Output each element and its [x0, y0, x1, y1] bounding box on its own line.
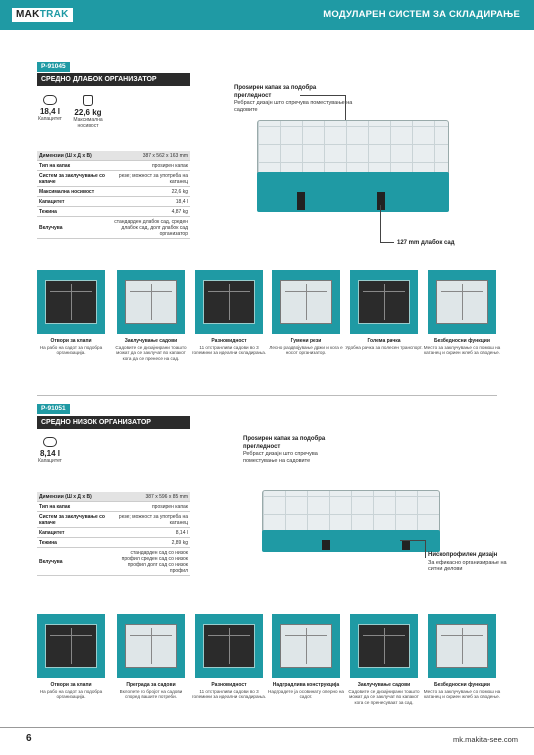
spec-row — [37, 207, 190, 217]
spec-row — [37, 161, 190, 171]
feature-title: Заклучување садови — [124, 338, 178, 344]
spec-value: стандарден сад со низок профил среден сад со низок профил долг сад со низок профил — [109, 548, 190, 576]
spec-key: Вклучува — [37, 548, 109, 576]
callout-title: Проѕирен капак за подобра прегледност — [234, 85, 317, 99]
capacity-icon — [43, 437, 57, 447]
product-code: P-91045 — [37, 62, 70, 72]
spec-value: стандарден длабок сад, среден длабок сад, долг длабок сад организатор — [109, 217, 190, 239]
spec-value: 4,87 kg — [109, 207, 190, 217]
feature-photo — [37, 614, 105, 678]
feature-photo — [117, 614, 185, 678]
spec-row — [37, 187, 190, 197]
feature-text: Удобна рачка за полесен транспорт. — [345, 344, 423, 350]
feature-photo — [428, 270, 496, 334]
spec-row — [37, 548, 190, 576]
callout-title: Проѕирен капак за подобра прегледност — [243, 436, 326, 450]
page-number: 6 — [26, 733, 32, 744]
feature-title: Отвори за клапи — [50, 682, 92, 688]
feature-caption — [190, 682, 268, 700]
feature-text: На рабо на садот за подобра организација. — [39, 688, 103, 700]
tray-compartments — [358, 280, 410, 324]
feature-text: Садовите се дизајнирани тоашто можат да се заклучат во капакот кога да се пренесе на сад. — [115, 344, 187, 362]
spec-value: 22,6 kg — [109, 187, 190, 197]
spec-key: Вклучува — [37, 217, 109, 239]
feature-caption — [267, 682, 345, 700]
capacity-value: 18,4 l — [39, 107, 60, 116]
lowprofile-callout — [428, 552, 508, 573]
spec-key: Капацитет — [37, 528, 109, 538]
latch — [322, 540, 330, 550]
spec-value: резе; можност за употреба на катанец — [109, 512, 190, 528]
tray-compartments — [436, 624, 488, 668]
feature-text: 11 отстранливи садови во 3 големини за идеални складирања. — [191, 688, 267, 700]
product-title: СРЕДНО НИЗОК ОРГАНИЗАТОР — [37, 416, 190, 429]
spec-row — [37, 197, 190, 207]
feature-text: Место за заклучување со помош на катанец и скриен жлеб за сводење. — [423, 688, 501, 700]
feature-text: Вклопете го бројот на садови според вашите потреби. — [119, 688, 183, 700]
feature-title: Голема рачка — [367, 338, 401, 344]
weight-icon — [83, 95, 93, 106]
logo-text-a: MAK — [16, 9, 40, 20]
feature-text: 11 отстранливи садови во 3 големини за идеални складирања. — [191, 344, 267, 356]
tray-compartments — [125, 280, 177, 324]
spec-key: Тип на капак — [37, 502, 109, 512]
spec-value: 2,89 kg — [109, 538, 190, 548]
feature-title: Разновидност — [211, 338, 247, 344]
tray-compartments — [280, 280, 332, 324]
spec-key: Димензии (Ш x Д x В) — [37, 151, 109, 161]
load-stat — [70, 95, 106, 129]
spec-key: Систем за заклучување со капаче — [37, 171, 109, 187]
spec-row — [37, 502, 190, 512]
feature-title: Отвори за клапи — [50, 338, 92, 344]
feature-photo — [350, 270, 418, 334]
product-title: СРЕДНО ДЛАБОК ОРГАНИЗАТОР — [37, 73, 190, 86]
spec-key: Тежина — [37, 538, 109, 548]
feature-caption — [423, 682, 501, 700]
tray-compartments — [436, 280, 488, 324]
callout-title: Нископрофилен дизајн — [428, 552, 498, 558]
spec-row — [37, 151, 190, 161]
spec-row — [37, 217, 190, 239]
feature-title: Надградлива конструкција — [272, 682, 340, 688]
capacity-icon — [43, 95, 57, 105]
tray-compartments — [358, 624, 410, 668]
capacity-stat — [38, 437, 62, 464]
feature-photo — [428, 614, 496, 678]
spec-row — [37, 492, 190, 502]
feature-title: Преграда за садови — [126, 682, 176, 688]
feature-caption — [190, 338, 268, 356]
feature-title: Гумени рези — [290, 338, 322, 344]
spec-key: Капацитет — [37, 197, 109, 207]
feature-title: Безбедносни функции — [434, 338, 490, 344]
tray-compartments — [125, 624, 177, 668]
feature-photo — [195, 614, 263, 678]
feature-text: Место за заклучување со помош на катанец и скриен жлеб за сводење. — [423, 344, 501, 356]
callout-title: 127 mm длабок сад — [397, 240, 455, 246]
spec-row — [37, 171, 190, 187]
spec-row — [37, 528, 190, 538]
spec-table — [37, 492, 190, 576]
feature-text: На рабо на садот за подобра организација. — [39, 344, 103, 356]
spec-value: резе; можност за употреба на катанец — [109, 171, 190, 187]
spec-value: проѕирен капак — [109, 161, 190, 171]
load-value: 22,6 kg — [74, 108, 102, 117]
depth-callout — [397, 240, 455, 248]
feature-text: Надградете ја осовинату оперно на садот. — [268, 688, 344, 700]
feature-photo — [117, 270, 185, 334]
feature-title: Заклучување садови — [357, 682, 411, 688]
feature-photo — [272, 614, 340, 678]
tray-compartments — [45, 624, 97, 668]
capacity-stat — [38, 95, 62, 122]
lid-callout — [243, 436, 351, 465]
tray-compartments — [280, 624, 332, 668]
makita-logo — [12, 8, 73, 22]
feature-photo — [37, 270, 105, 334]
capacity-label: Капацитет — [38, 116, 62, 122]
tray-compartments — [45, 280, 97, 324]
feature-caption — [32, 682, 110, 700]
deep-organizer-image — [257, 120, 449, 212]
callout-text: Ребраст дизајн што спречува поместување на садовите — [234, 100, 353, 113]
feature-title: Безбедносни функции — [434, 682, 490, 688]
section-divider — [37, 395, 497, 396]
feature-caption — [32, 338, 110, 356]
tray-compartments — [203, 624, 255, 668]
capacity-label: Капацитет — [38, 458, 62, 464]
spec-value: 8,14 l — [109, 528, 190, 538]
spec-key: Тип на капак — [37, 161, 109, 171]
feature-caption — [112, 682, 190, 700]
spec-row — [37, 538, 190, 548]
spec-key: Систем за заклучување со капаче — [37, 512, 109, 528]
feature-photo — [195, 270, 263, 334]
capacity-value: 8,14 l — [39, 449, 60, 458]
spec-key: Тежина — [37, 207, 109, 217]
tray-compartments — [203, 280, 255, 324]
logo-text-b: TRAK — [39, 9, 69, 20]
latch — [297, 192, 305, 210]
spec-row — [37, 512, 190, 528]
feature-text: Садовите се дизајнирани тоашто можат да се заклучат во капакот кога се пренесуваат за сад. — [348, 688, 420, 706]
spec-key: Димензии (Ш x Д x В) — [37, 492, 109, 502]
callout-text: За ефикасно организирање на ситни делови — [428, 559, 507, 573]
spec-key: Максимална носивост — [37, 187, 109, 197]
feature-photo — [272, 270, 340, 334]
load-label: Максимална носивост — [73, 117, 103, 129]
spec-value: 387 x 596 x 85 mm — [109, 492, 190, 502]
teal-base — [257, 172, 449, 212]
spec-table — [37, 151, 190, 239]
feature-title: Разновидност — [211, 682, 247, 688]
clear-lid — [262, 490, 440, 534]
product-code: P-91051 — [37, 404, 70, 414]
top-banner — [0, 0, 534, 30]
feature-caption — [267, 338, 345, 356]
feature-photo — [350, 614, 418, 678]
leader-line — [380, 205, 394, 243]
spec-value: 18,4 l — [109, 197, 190, 207]
spec-value: проѕирен капак — [109, 502, 190, 512]
feature-text: Лесно раздвојување држи и кога е носот организатор. — [269, 344, 343, 356]
feature-caption — [345, 338, 423, 350]
leader-line — [400, 540, 426, 558]
feature-caption — [345, 682, 423, 706]
page-heading: МОДУЛАРЕН СИСТЕМ ЗА СКЛАДИРАЊЕ — [323, 9, 520, 20]
website-url: mk.makita-see.com — [452, 735, 518, 744]
callout-text: Ребраст дизајн што спречува поместување на садовите — [243, 451, 318, 464]
spec-value: 387 x 562 x 163 mm — [109, 151, 190, 161]
feature-caption — [112, 338, 190, 362]
footer-rule — [0, 727, 534, 728]
feature-caption — [423, 338, 501, 356]
